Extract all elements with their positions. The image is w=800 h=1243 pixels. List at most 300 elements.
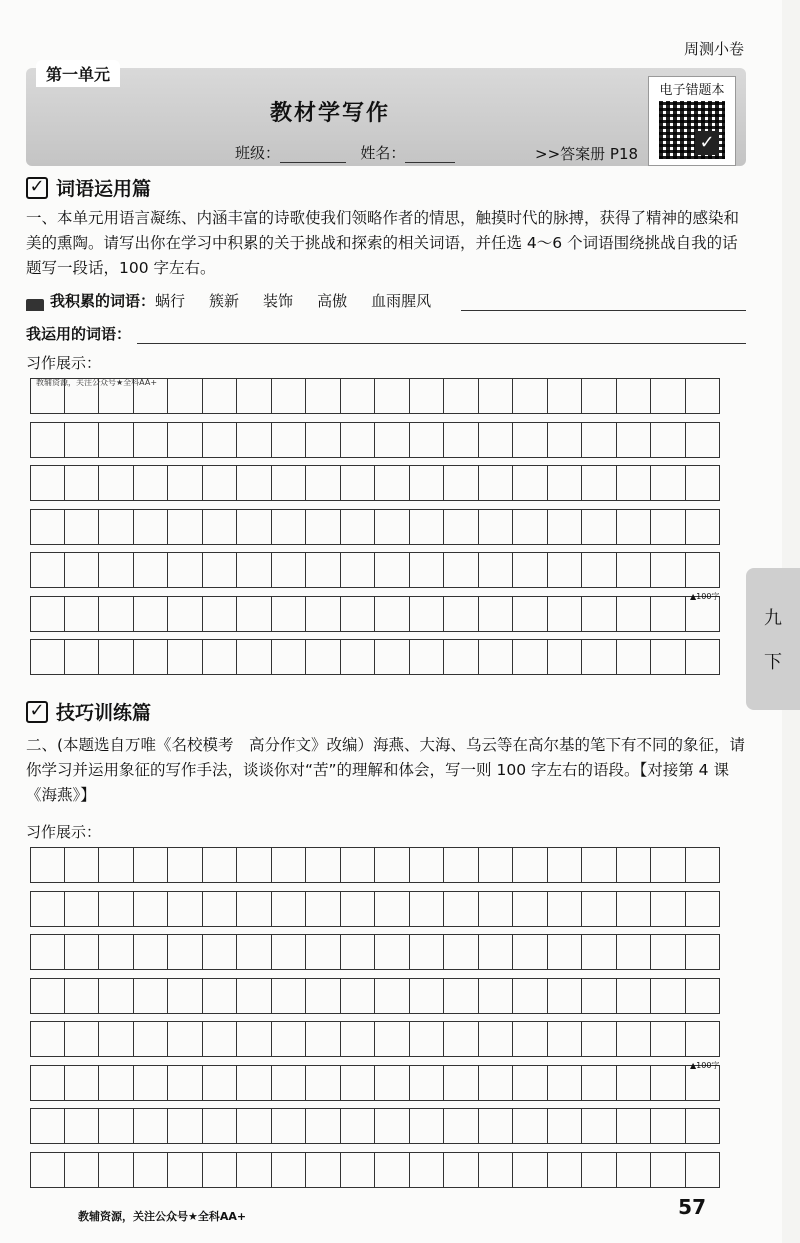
grid-cell[interactable] xyxy=(410,1021,445,1057)
grid-cell[interactable] xyxy=(651,891,686,927)
grid-cell[interactable] xyxy=(444,891,479,927)
grid-cell[interactable] xyxy=(65,552,100,588)
grid-cell[interactable] xyxy=(272,978,307,1014)
accumulated-fill-line[interactable] xyxy=(461,296,746,311)
grid-cell[interactable] xyxy=(65,1065,100,1101)
grid-cell[interactable] xyxy=(686,934,721,970)
grid-cell[interactable] xyxy=(168,465,203,501)
grid-cell[interactable] xyxy=(168,1152,203,1188)
grid-cell[interactable] xyxy=(548,891,583,927)
grid-cell[interactable] xyxy=(306,378,341,414)
grid-cell[interactable] xyxy=(168,596,203,632)
grid-cell[interactable] xyxy=(686,509,721,545)
grid-cell[interactable] xyxy=(30,891,65,927)
grid-cell[interactable] xyxy=(30,978,65,1014)
grid-cell[interactable] xyxy=(548,465,583,501)
writing-grid-1[interactable] xyxy=(30,378,720,683)
grid-cell[interactable] xyxy=(134,1021,169,1057)
grid-cell[interactable] xyxy=(444,1021,479,1057)
grid-cell[interactable] xyxy=(617,465,652,501)
grid-cell[interactable] xyxy=(444,596,479,632)
grid-cell[interactable] xyxy=(651,934,686,970)
grid-cell[interactable] xyxy=(134,552,169,588)
grid-cell[interactable] xyxy=(651,552,686,588)
grid-cell[interactable] xyxy=(479,596,514,632)
grid-cell[interactable] xyxy=(99,1108,134,1144)
grid-cell[interactable] xyxy=(479,934,514,970)
grid-cell[interactable] xyxy=(306,891,341,927)
grid-cell[interactable] xyxy=(99,596,134,632)
grid-cell[interactable] xyxy=(30,378,65,414)
grid-cell[interactable] xyxy=(30,847,65,883)
grid-cell[interactable] xyxy=(306,509,341,545)
grid-cell[interactable] xyxy=(306,1065,341,1101)
grid-cell[interactable] xyxy=(479,978,514,1014)
grid-cell[interactable] xyxy=(375,847,410,883)
grid-cell[interactable] xyxy=(686,465,721,501)
grid-cell[interactable] xyxy=(651,1108,686,1144)
grid-cell[interactable] xyxy=(410,934,445,970)
grid-cell[interactable] xyxy=(341,378,376,414)
grid-cell[interactable] xyxy=(617,422,652,458)
grid-cell[interactable] xyxy=(444,552,479,588)
grid-cell[interactable] xyxy=(30,1065,65,1101)
grid-cell[interactable] xyxy=(65,1108,100,1144)
grid-cell[interactable] xyxy=(651,596,686,632)
grid-cell[interactable] xyxy=(237,891,272,927)
grid-cell[interactable] xyxy=(306,1021,341,1057)
grid-cell[interactable] xyxy=(651,378,686,414)
grid-cell[interactable] xyxy=(272,1108,307,1144)
grid-cell[interactable] xyxy=(341,1021,376,1057)
grid-cell[interactable] xyxy=(341,465,376,501)
grid-cell[interactable] xyxy=(513,509,548,545)
grid-cell[interactable] xyxy=(134,1152,169,1188)
grid-cell[interactable] xyxy=(168,847,203,883)
grid-cell[interactable] xyxy=(410,891,445,927)
grid-cell[interactable] xyxy=(479,1065,514,1101)
grid-cell[interactable] xyxy=(548,552,583,588)
grid-cell[interactable] xyxy=(651,1152,686,1188)
grid-cell[interactable] xyxy=(168,422,203,458)
grid-cell[interactable] xyxy=(99,891,134,927)
class-field[interactable] xyxy=(280,148,346,163)
grid-cell[interactable] xyxy=(375,1065,410,1101)
grid-cell[interactable] xyxy=(168,891,203,927)
grid-cell[interactable] xyxy=(168,552,203,588)
grid-cell[interactable] xyxy=(272,639,307,675)
grid-cell[interactable] xyxy=(272,891,307,927)
grid-cell[interactable] xyxy=(65,378,100,414)
grid-cell[interactable] xyxy=(341,596,376,632)
grid-cell[interactable] xyxy=(410,847,445,883)
grid-cell[interactable] xyxy=(168,978,203,1014)
grid-cell[interactable] xyxy=(203,891,238,927)
grid-cell[interactable] xyxy=(582,1152,617,1188)
grid-cell[interactable] xyxy=(548,1065,583,1101)
grid-cell[interactable] xyxy=(65,1152,100,1188)
grid-cell[interactable] xyxy=(341,847,376,883)
grid-cell[interactable] xyxy=(203,1108,238,1144)
grid-cell[interactable] xyxy=(375,552,410,588)
grid-cell[interactable] xyxy=(617,1021,652,1057)
grid-cell[interactable] xyxy=(237,1108,272,1144)
grid-cell[interactable] xyxy=(686,378,721,414)
name-field[interactable] xyxy=(405,148,455,163)
grid-cell[interactable] xyxy=(582,378,617,414)
grid-cell[interactable] xyxy=(513,978,548,1014)
grid-cell[interactable] xyxy=(410,1108,445,1144)
grid-cell[interactable] xyxy=(30,1152,65,1188)
grid-cell[interactable] xyxy=(99,509,134,545)
grid-cell[interactable] xyxy=(237,1021,272,1057)
grid-cell[interactable] xyxy=(203,509,238,545)
grid-cell[interactable] xyxy=(513,422,548,458)
grid-cell[interactable] xyxy=(513,1065,548,1101)
grid-cell[interactable] xyxy=(548,509,583,545)
grid-cell[interactable] xyxy=(168,378,203,414)
grid-cell[interactable] xyxy=(410,1152,445,1188)
grid-cell[interactable] xyxy=(651,509,686,545)
grid-cell[interactable] xyxy=(444,465,479,501)
grid-cell[interactable] xyxy=(444,422,479,458)
grid-cell[interactable] xyxy=(134,422,169,458)
grid-cell[interactable] xyxy=(582,891,617,927)
grid-cell[interactable] xyxy=(237,378,272,414)
grid-cell[interactable] xyxy=(513,934,548,970)
grid-cell[interactable] xyxy=(582,509,617,545)
grid-cell[interactable] xyxy=(444,1065,479,1101)
grid-cell[interactable] xyxy=(134,639,169,675)
grid-cell[interactable] xyxy=(168,509,203,545)
grid-cell[interactable] xyxy=(375,1152,410,1188)
grid-cell[interactable] xyxy=(65,1021,100,1057)
grid-cell[interactable] xyxy=(99,847,134,883)
grid-cell[interactable] xyxy=(99,1065,134,1101)
grid-cell[interactable] xyxy=(375,978,410,1014)
grid-cell[interactable] xyxy=(237,509,272,545)
grid-cell[interactable] xyxy=(306,934,341,970)
grid-cell[interactable] xyxy=(306,978,341,1014)
grid-cell[interactable] xyxy=(237,422,272,458)
grid-cell[interactable] xyxy=(617,1065,652,1101)
grid-cell[interactable] xyxy=(479,422,514,458)
grid-cell[interactable] xyxy=(237,934,272,970)
grid-cell[interactable] xyxy=(65,509,100,545)
grid-cell[interactable] xyxy=(444,1108,479,1144)
grid-cell[interactable] xyxy=(168,639,203,675)
grid-cell[interactable] xyxy=(203,552,238,588)
grid-cell[interactable] xyxy=(651,465,686,501)
grid-cell[interactable] xyxy=(341,509,376,545)
grid-cell[interactable] xyxy=(99,978,134,1014)
grid-cell[interactable] xyxy=(444,1152,479,1188)
grid-cell[interactable] xyxy=(479,1108,514,1144)
grid-cell[interactable] xyxy=(548,596,583,632)
grid-cell[interactable] xyxy=(513,378,548,414)
grid-cell[interactable] xyxy=(410,1065,445,1101)
grid-cell[interactable] xyxy=(203,378,238,414)
grid-cell[interactable] xyxy=(272,847,307,883)
grid-cell[interactable] xyxy=(582,465,617,501)
grid-cell[interactable] xyxy=(651,847,686,883)
grid-cell[interactable] xyxy=(375,639,410,675)
grid-cell[interactable] xyxy=(168,1065,203,1101)
grid-cell[interactable] xyxy=(203,422,238,458)
grid-cell[interactable] xyxy=(65,639,100,675)
grid-cell[interactable] xyxy=(444,378,479,414)
grid-cell[interactable] xyxy=(617,552,652,588)
grid-cell[interactable] xyxy=(203,1021,238,1057)
grid-cell[interactable] xyxy=(410,465,445,501)
grid-cell[interactable] xyxy=(375,1021,410,1057)
grid-cell[interactable] xyxy=(30,509,65,545)
grid-cell[interactable] xyxy=(479,465,514,501)
grid-cell[interactable] xyxy=(341,639,376,675)
grid-cell[interactable] xyxy=(548,378,583,414)
grid-cell[interactable] xyxy=(341,934,376,970)
grid-cell[interactable] xyxy=(686,422,721,458)
grid-cell[interactable] xyxy=(134,1108,169,1144)
grid-cell[interactable] xyxy=(444,847,479,883)
grid-cell[interactable] xyxy=(134,934,169,970)
grid-cell[interactable] xyxy=(651,978,686,1014)
grid-cell[interactable] xyxy=(134,891,169,927)
grid-cell[interactable] xyxy=(30,934,65,970)
grid-cell[interactable] xyxy=(99,639,134,675)
grid-cell[interactable] xyxy=(513,552,548,588)
qr-code-box[interactable] xyxy=(648,76,736,166)
grid-cell[interactable] xyxy=(479,1152,514,1188)
grid-cell[interactable] xyxy=(134,378,169,414)
grid-cell[interactable] xyxy=(548,1108,583,1144)
grid-cell[interactable] xyxy=(617,378,652,414)
grid-cell[interactable] xyxy=(479,509,514,545)
grid-cell[interactable] xyxy=(65,596,100,632)
grid-cell[interactable] xyxy=(410,552,445,588)
grid-cell[interactable] xyxy=(134,847,169,883)
grid-cell[interactable] xyxy=(479,378,514,414)
grid-cell[interactable] xyxy=(272,1065,307,1101)
grid-cell[interactable] xyxy=(686,552,721,588)
grid-cell[interactable] xyxy=(513,639,548,675)
grid-cell[interactable] xyxy=(203,596,238,632)
grid-cell[interactable] xyxy=(99,378,134,414)
grid-cell[interactable] xyxy=(513,465,548,501)
grid-cell[interactable] xyxy=(444,934,479,970)
grid-cell[interactable] xyxy=(341,422,376,458)
used-fill-line[interactable] xyxy=(137,329,746,344)
grid-cell[interactable] xyxy=(306,552,341,588)
grid-cell[interactable] xyxy=(513,1108,548,1144)
grid-cell[interactable] xyxy=(479,552,514,588)
grid-cell[interactable] xyxy=(375,378,410,414)
grid-cell[interactable] xyxy=(410,978,445,1014)
grid-cell[interactable] xyxy=(306,847,341,883)
grid-cell[interactable] xyxy=(306,465,341,501)
grid-cell[interactable] xyxy=(237,552,272,588)
grid-cell[interactable] xyxy=(237,465,272,501)
grid-cell[interactable] xyxy=(306,639,341,675)
grid-cell[interactable] xyxy=(548,847,583,883)
grid-cell[interactable] xyxy=(410,378,445,414)
grid-cell[interactable] xyxy=(30,639,65,675)
grid-cell[interactable] xyxy=(582,978,617,1014)
grid-cell[interactable] xyxy=(341,1065,376,1101)
grid-cell[interactable] xyxy=(686,891,721,927)
grid-cell[interactable] xyxy=(203,978,238,1014)
grid-cell[interactable] xyxy=(686,978,721,1014)
grid-cell[interactable] xyxy=(513,847,548,883)
grid-cell[interactable] xyxy=(99,552,134,588)
writing-grid-2[interactable] xyxy=(30,847,720,1195)
grid-cell[interactable] xyxy=(306,1152,341,1188)
grid-cell[interactable] xyxy=(375,1108,410,1144)
grid-cell[interactable] xyxy=(582,934,617,970)
grid-cell[interactable] xyxy=(272,596,307,632)
grid-cell[interactable] xyxy=(30,422,65,458)
grid-cell[interactable] xyxy=(617,978,652,1014)
grid-cell[interactable] xyxy=(479,891,514,927)
grid-cell[interactable] xyxy=(65,934,100,970)
grid-cell[interactable] xyxy=(306,1108,341,1144)
grid-cell[interactable] xyxy=(99,465,134,501)
grid-cell[interactable] xyxy=(375,596,410,632)
grid-cell[interactable] xyxy=(237,978,272,1014)
grid-cell[interactable] xyxy=(203,1152,238,1188)
grid-cell[interactable] xyxy=(548,1021,583,1057)
grid-cell[interactable] xyxy=(99,1152,134,1188)
grid-cell[interactable] xyxy=(168,1021,203,1057)
grid-cell[interactable] xyxy=(237,596,272,632)
grid-cell[interactable] xyxy=(237,847,272,883)
grid-cell[interactable] xyxy=(582,1108,617,1144)
grid-cell[interactable] xyxy=(30,465,65,501)
grid-cell[interactable] xyxy=(582,847,617,883)
grid-cell[interactable] xyxy=(617,847,652,883)
grid-cell[interactable] xyxy=(306,422,341,458)
grid-cell[interactable] xyxy=(203,847,238,883)
grid-cell[interactable] xyxy=(168,1108,203,1144)
grid-cell[interactable] xyxy=(30,1021,65,1057)
grid-cell[interactable] xyxy=(341,978,376,1014)
grid-cell[interactable] xyxy=(99,422,134,458)
grid-cell[interactable] xyxy=(513,1021,548,1057)
grid-cell[interactable] xyxy=(513,596,548,632)
grid-cell[interactable] xyxy=(272,509,307,545)
grid-cell[interactable] xyxy=(548,978,583,1014)
grid-cell[interactable] xyxy=(134,509,169,545)
grid-cell[interactable] xyxy=(99,934,134,970)
grid-cell[interactable] xyxy=(272,378,307,414)
grid-cell[interactable] xyxy=(272,552,307,588)
grid-cell[interactable] xyxy=(444,639,479,675)
grid-cell[interactable] xyxy=(168,934,203,970)
grid-cell[interactable] xyxy=(375,422,410,458)
grid-cell[interactable] xyxy=(203,1065,238,1101)
grid-cell[interactable] xyxy=(410,509,445,545)
grid-cell[interactable] xyxy=(582,1065,617,1101)
grid-cell[interactable] xyxy=(272,1152,307,1188)
grid-cell[interactable] xyxy=(582,552,617,588)
grid-cell[interactable] xyxy=(651,1065,686,1101)
grid-cell[interactable] xyxy=(65,891,100,927)
grid-cell[interactable] xyxy=(479,847,514,883)
grid-cell[interactable] xyxy=(30,596,65,632)
grid-cell[interactable] xyxy=(617,639,652,675)
grid-cell[interactable] xyxy=(375,509,410,545)
grid-cell[interactable] xyxy=(65,847,100,883)
grid-cell[interactable] xyxy=(686,1021,721,1057)
grid-cell[interactable] xyxy=(686,639,721,675)
grid-cell[interactable] xyxy=(617,1108,652,1144)
grid-cell[interactable] xyxy=(341,552,376,588)
grid-cell[interactable] xyxy=(375,934,410,970)
grid-cell[interactable] xyxy=(134,465,169,501)
grid-cell[interactable] xyxy=(30,552,65,588)
grid-cell[interactable] xyxy=(513,891,548,927)
grid-cell[interactable] xyxy=(30,1108,65,1144)
grid-cell[interactable] xyxy=(341,1108,376,1144)
grid-cell[interactable] xyxy=(479,639,514,675)
grid-cell[interactable] xyxy=(617,934,652,970)
grid-cell[interactable] xyxy=(582,639,617,675)
grid-cell[interactable] xyxy=(65,422,100,458)
grid-cell[interactable] xyxy=(341,891,376,927)
grid-cell[interactable] xyxy=(651,1021,686,1057)
grid-cell[interactable] xyxy=(410,639,445,675)
grid-cell[interactable] xyxy=(617,1152,652,1188)
grid-cell[interactable] xyxy=(65,465,100,501)
grid-cell[interactable] xyxy=(582,422,617,458)
grid-cell[interactable] xyxy=(617,891,652,927)
grid-cell[interactable] xyxy=(237,1152,272,1188)
grid-cell[interactable] xyxy=(237,1065,272,1101)
grid-cell[interactable] xyxy=(444,978,479,1014)
grid-cell[interactable] xyxy=(272,422,307,458)
grid-cell[interactable] xyxy=(272,1021,307,1057)
grid-cell[interactable] xyxy=(410,596,445,632)
grid-cell[interactable] xyxy=(548,934,583,970)
grid-cell[interactable] xyxy=(582,596,617,632)
grid-cell[interactable] xyxy=(237,639,272,675)
grid-cell[interactable] xyxy=(651,639,686,675)
grid-cell[interactable] xyxy=(375,891,410,927)
grid-cell[interactable] xyxy=(479,1021,514,1057)
grid-cell[interactable] xyxy=(548,639,583,675)
grid-cell[interactable] xyxy=(306,596,341,632)
grid-cell[interactable] xyxy=(686,1152,721,1188)
grid-cell[interactable] xyxy=(617,509,652,545)
grid-cell[interactable] xyxy=(375,465,410,501)
grid-cell[interactable] xyxy=(651,422,686,458)
grid-cell[interactable] xyxy=(272,465,307,501)
grid-cell[interactable] xyxy=(686,847,721,883)
grid-cell[interactable] xyxy=(203,934,238,970)
grid-cell[interactable] xyxy=(203,639,238,675)
grid-cell[interactable] xyxy=(548,1152,583,1188)
grid-cell[interactable] xyxy=(582,1021,617,1057)
grid-cell[interactable] xyxy=(513,1152,548,1188)
grid-cell[interactable] xyxy=(134,1065,169,1101)
grid-cell[interactable] xyxy=(410,422,445,458)
grid-cell[interactable] xyxy=(548,422,583,458)
grid-cell[interactable] xyxy=(272,934,307,970)
grid-cell[interactable] xyxy=(134,596,169,632)
grid-cell[interactable] xyxy=(99,1021,134,1057)
grid-cell[interactable] xyxy=(444,509,479,545)
grid-cell[interactable] xyxy=(686,1108,721,1144)
